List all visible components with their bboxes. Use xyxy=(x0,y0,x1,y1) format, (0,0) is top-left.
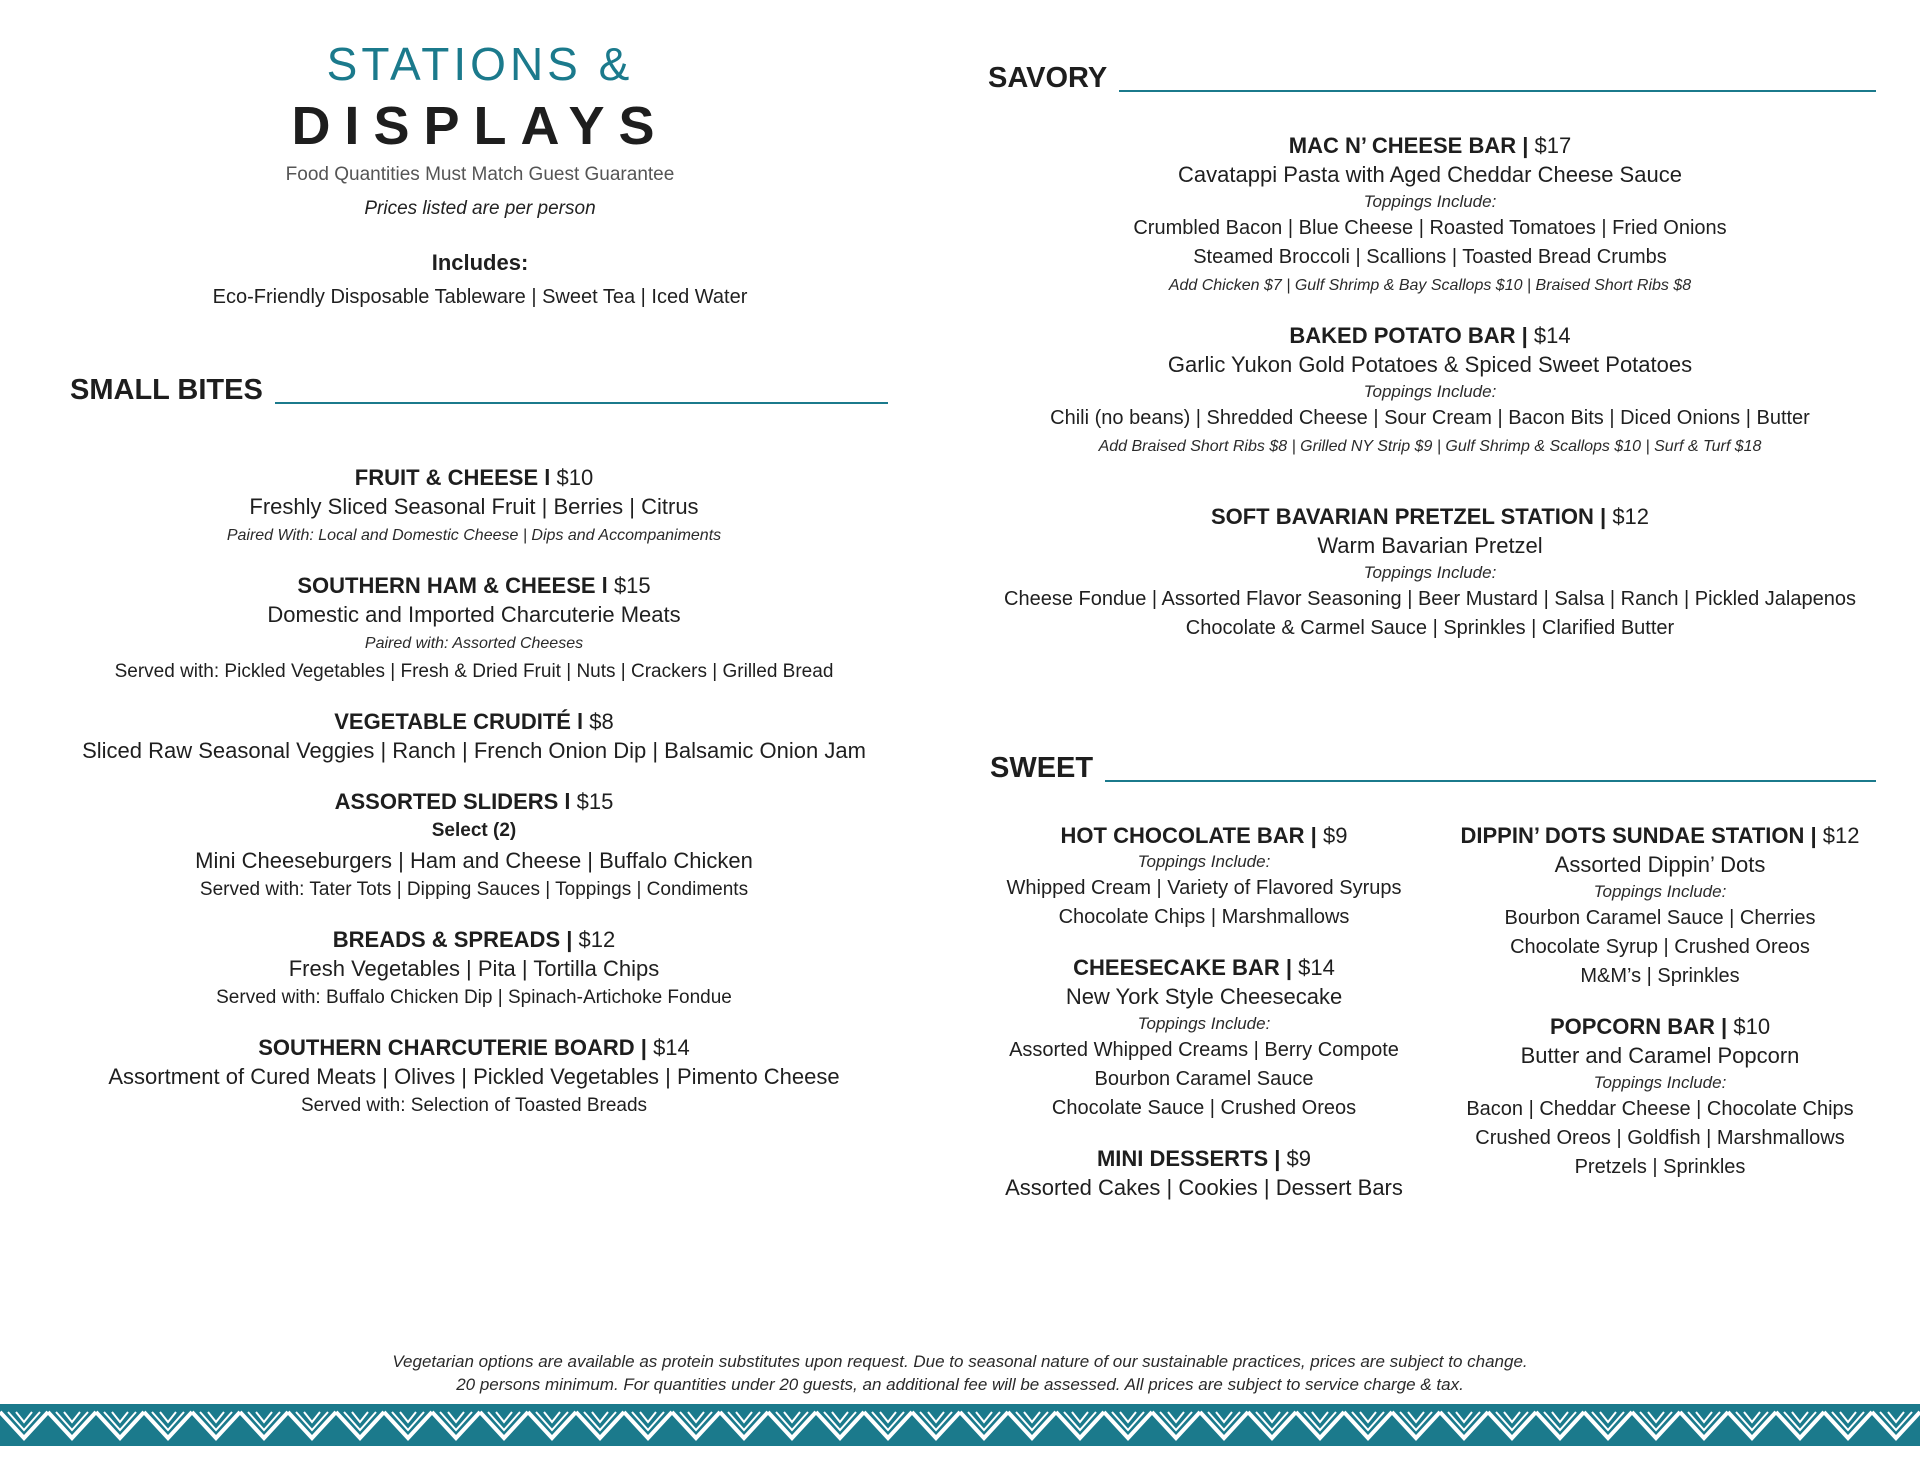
item-name: HOT CHOCOLATE BAR | xyxy=(1060,823,1317,848)
item-price: $9 xyxy=(1286,1146,1311,1171)
item-name: SOUTHERN CHARCUTERIE BOARD | xyxy=(258,1035,647,1060)
item-pairing: Paired With: Local and Domestic Cheese | Dips and Accompaniments xyxy=(226,527,722,544)
footer-notes xyxy=(0,1350,1920,1396)
item-name: SOFT BAVARIAN PRETZEL STATION | xyxy=(1210,504,1607,529)
item-served-with: Served with: Buffalo Chicken Dip | Spinach-Artichoke Fondue xyxy=(216,987,732,1008)
toppings-line: Chocolate Chips | Marshmallows xyxy=(1058,906,1350,928)
menu-header xyxy=(60,36,900,309)
section-divider xyxy=(1105,780,1876,782)
item-price: $8 xyxy=(589,709,614,734)
toppings-label: Toppings Include: xyxy=(1593,1073,1727,1092)
menu-item xyxy=(990,322,1870,461)
item-name: CHEESECAKE BAR | xyxy=(1073,955,1292,980)
section-title: SMALL BITES xyxy=(70,374,263,406)
section-divider xyxy=(1119,90,1876,92)
item-served-with: Served with: Selection of Toasted Breads xyxy=(300,1095,648,1116)
toppings-line: M&M’s | Sprinkles xyxy=(1580,965,1740,987)
item-name: VEGETABLE CRUDITÉ l xyxy=(334,709,584,734)
savory-heading xyxy=(988,62,1876,94)
toppings-line: Crushed Oreos | Goldfish | Marshmallows xyxy=(1475,1127,1845,1149)
item-price: $12 xyxy=(578,927,616,952)
toppings-line: Chocolate Syrup | Crushed Oreos xyxy=(1510,936,1810,958)
toppings-label: Toppings Include: xyxy=(1363,192,1497,211)
toppings-line: Pretzels | Sprinkles xyxy=(1574,1156,1746,1178)
toppings-label: Toppings Include: xyxy=(1137,852,1271,871)
item-price: $15 xyxy=(613,573,651,598)
item-price: $15 xyxy=(576,789,614,814)
footer-line: 20 persons minimum. For quantities under 20 guests, an additional fee will be assessed. All prices are subject to service charge & tax. xyxy=(456,1375,1464,1394)
sweet-list-right xyxy=(1440,822,1880,1204)
item-name: FRUIT & CHEESE l xyxy=(354,465,551,490)
menu-item xyxy=(60,464,888,550)
small-bites-list xyxy=(60,464,888,1142)
toppings-line: Chocolate & Carmel Sauce | Sprinkles | Clarified Butter xyxy=(1185,617,1675,639)
menu-item xyxy=(990,503,1870,643)
item-price: $14 xyxy=(1298,955,1335,980)
toppings-line: Cheese Fondue | Assorted Flavor Seasoning | Beer Mustard | Salsa | Ranch | Pickled Jalapenos xyxy=(1004,588,1856,610)
item-description: Sliced Raw Seasonal Veggies | Ranch | French Onion Dip | Balsamic Onion Jam xyxy=(82,738,866,763)
title-top: STATIONS & xyxy=(326,38,634,90)
savory-list xyxy=(990,132,1870,665)
menu-item xyxy=(60,926,888,1012)
item-description: Mini Cheeseburgers | Ham and Cheese | Buffalo Chicken xyxy=(195,848,753,873)
price-note: Prices listed are per person xyxy=(364,198,596,219)
toppings-label: Toppings Include: xyxy=(1363,563,1497,582)
toppings-line: Crumbled Bacon | Blue Cheese | Roasted Tomatoes | Fried Onions xyxy=(1133,217,1727,239)
item-price: $9 xyxy=(1322,823,1348,848)
toppings-line: Bourbon Caramel Sauce xyxy=(1094,1068,1314,1090)
menu-item xyxy=(60,572,888,686)
item-description: Assortment of Cured Meats | Olives | Pickled Vegetables | Pimento Cheese xyxy=(108,1064,840,1089)
toppings-line: Assorted Whipped Creams | Berry Compote xyxy=(1009,1039,1399,1061)
menu-item xyxy=(60,708,888,766)
section-divider xyxy=(275,402,888,404)
item-description: Fresh Vegetables | Pita | Tortilla Chips xyxy=(288,956,660,981)
item-description: Assorted Cakes | Cookies | Dessert Bars xyxy=(1005,1175,1403,1200)
item-price: $14 xyxy=(1533,323,1571,348)
includes-text: Eco-Friendly Disposable Tableware | Sweet Tea | Iced Water xyxy=(212,286,748,308)
item-price: $10 xyxy=(1733,1014,1771,1039)
toppings-label: Toppings Include: xyxy=(1593,882,1727,901)
item-description: Freshly Sliced Seasonal Fruit | Berries | Citrus xyxy=(249,494,699,519)
section-title: SAVORY xyxy=(988,62,1108,94)
item-description: Warm Bavarian Pretzel xyxy=(1317,533,1543,558)
toppings-line: Bourbon Caramel Sauce | Cherries xyxy=(1504,907,1816,929)
toppings-line: Steamed Broccoli | Scallions | Toasted Bread Crumbs xyxy=(1193,246,1667,268)
toppings-label: Toppings Include: xyxy=(1363,382,1497,401)
menu-item xyxy=(1440,822,1880,991)
menu-item xyxy=(990,1145,1418,1203)
item-price: $10 xyxy=(556,465,594,490)
item-served-with: Served with: Pickled Vegetables | Fresh & Dried Fruit | Nuts | Crackers | Grilled Bread xyxy=(114,661,834,682)
item-price: $12 xyxy=(1822,823,1860,848)
item-description: Garlic Yukon Gold Potatoes & Spiced Sweet Potatoes xyxy=(1167,352,1693,377)
small-bites-heading xyxy=(70,374,888,406)
title-main: DISPLAYS xyxy=(291,96,669,156)
item-name: ASSORTED SLIDERS l xyxy=(334,789,571,814)
item-name: BAKED POTATO BAR | xyxy=(1289,323,1528,348)
item-price: $14 xyxy=(653,1035,690,1060)
item-description: Cavatappi Pasta with Aged Cheddar Cheese Sauce xyxy=(1178,162,1682,187)
menu-item xyxy=(990,132,1870,300)
item-served-with: Served with: Tater Tots | Dipping Sauces | Toppings | Condiments xyxy=(199,879,749,900)
item-name: BREADS & SPREADS | xyxy=(332,927,573,952)
item-description: Domestic and Imported Charcuterie Meats xyxy=(267,602,681,627)
item-name: POPCORN BAR | xyxy=(1549,1014,1728,1039)
item-name: MAC N’ CHEESE BAR | xyxy=(1288,133,1529,158)
toppings-line: Chili (no beans) | Shredded Cheese | Sour Cream | Bacon Bits | Diced Onions | Butter xyxy=(1050,407,1810,429)
menu-item xyxy=(990,822,1418,932)
section-title: SWEET xyxy=(990,752,1094,784)
item-addons: Add Chicken $7 | Gulf Shrimp & Bay Scallops $10 | Braised Short Ribs $8 xyxy=(1168,277,1692,294)
menu-item xyxy=(60,1034,888,1120)
includes-heading: Includes: xyxy=(431,250,529,275)
item-select-note: Select (2) xyxy=(431,820,517,841)
footer-line: Vegetarian options are available as protein substitutes upon request. Due to seasonal nature of our sustainable practices, prices are subject to change. xyxy=(392,1352,1528,1371)
toppings-line: Whipped Cream | Variety of Flavored Syrups xyxy=(1006,877,1402,899)
menu-item xyxy=(1440,1013,1880,1182)
menu-item xyxy=(60,788,888,904)
item-description: New York Style Cheesecake xyxy=(1065,984,1343,1009)
zigzag-border-icon xyxy=(0,1404,1920,1446)
sweet-heading xyxy=(990,752,1876,784)
item-name: MINI DESSERTS | xyxy=(1096,1146,1281,1171)
item-pairing: Paired with: Assorted Cheeses xyxy=(364,635,584,652)
toppings-label: Toppings Include: xyxy=(1137,1014,1271,1033)
item-price: $12 xyxy=(1612,504,1650,529)
menu-item xyxy=(990,954,1418,1123)
item-price: $17 xyxy=(1534,133,1572,158)
item-description: Assorted Dippin’ Dots xyxy=(1554,852,1766,877)
item-name: SOUTHERN HAM & CHEESE l xyxy=(297,573,608,598)
toppings-line: Chocolate Sauce | Crushed Oreos xyxy=(1051,1097,1357,1119)
quantity-note: Food Quantities Must Match Guest Guarantee xyxy=(285,164,675,185)
sweet-list-left xyxy=(990,822,1418,1225)
item-description: Butter and Caramel Popcorn xyxy=(1520,1043,1800,1068)
toppings-line: Bacon | Cheddar Cheese | Chocolate Chips xyxy=(1466,1098,1854,1120)
item-addons: Add Braised Short Ribs $8 | Grilled NY Strip $9 | Gulf Shrimp & Scallops $10 | Surf & Turf $18 xyxy=(1098,438,1762,455)
item-name: DIPPIN’ DOTS SUNDAE STATION | xyxy=(1460,823,1817,848)
